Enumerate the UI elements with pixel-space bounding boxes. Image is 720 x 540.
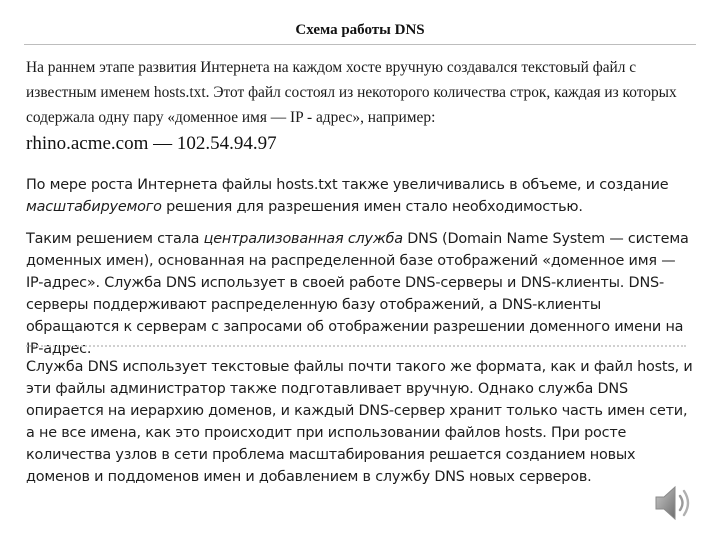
speaker-icon-graphic (648, 478, 698, 528)
hosts-example-line: rhino.acme.com — 102.54.94.97 (26, 133, 277, 154)
scaling-italic-term: масштабируемого (26, 199, 162, 215)
slide-title: Схема работы DNS (295, 22, 425, 38)
dns-text-start: Таким решением стала (26, 231, 204, 247)
scaling-text-end: решения для разрешения имен стало необходимостью. (161, 199, 583, 215)
dns-text-end: DNS (Domain Name System — система доменных имен), основанная на распределенной базе отображений «доменное имя — IP-адрес». Служба DNS использует в своей работе DNS-серверы и DNS-клиенты. DNS-серверы поддерживают распределенную базу отображений, а DNS-клиенты обращаются к серверам с запросами об отображении разрешении доменного имени на IP-адрес. (26, 231, 689, 357)
title-divider (24, 44, 696, 45)
scaling-paragraph (26, 174, 696, 218)
intro-paragraph: На раннем этапе развития Интернета на каждом хосте вручную создавался текстовый файл с известным именем hosts.txt. Этот файл состоял из некоторого количества строк, каждая из которых содержала одну пару «доменное имя — IP - адрес», например: (26, 59, 677, 126)
dns-hierarchy-paragraph: Служба DNS использует текстовые файлы почти такого же формата, как и файл hosts, и эти файлы администратор также подготавливает вручную. Однако служба DNS опирается на иерархию доменов, и каждый DNS-сервер хранит только часть имен сети, а не все имена, как это происходит при использовании файлов hosts. При росте количества узлов в сети проблема масштабирования решается созданием новых доменов и поддоменов имен и добавлением в службу DNS новых серверов. (26, 359, 693, 485)
speaker-icon[interactable] (648, 478, 698, 528)
dns-service-paragraph (26, 228, 696, 360)
scan-separator (26, 345, 686, 347)
dns-italic-term: централизованная служба (203, 231, 403, 247)
scaling-text-start: По мере роста Интернета файлы hosts.txt также увеличивались в объеме, и создание (26, 177, 669, 193)
